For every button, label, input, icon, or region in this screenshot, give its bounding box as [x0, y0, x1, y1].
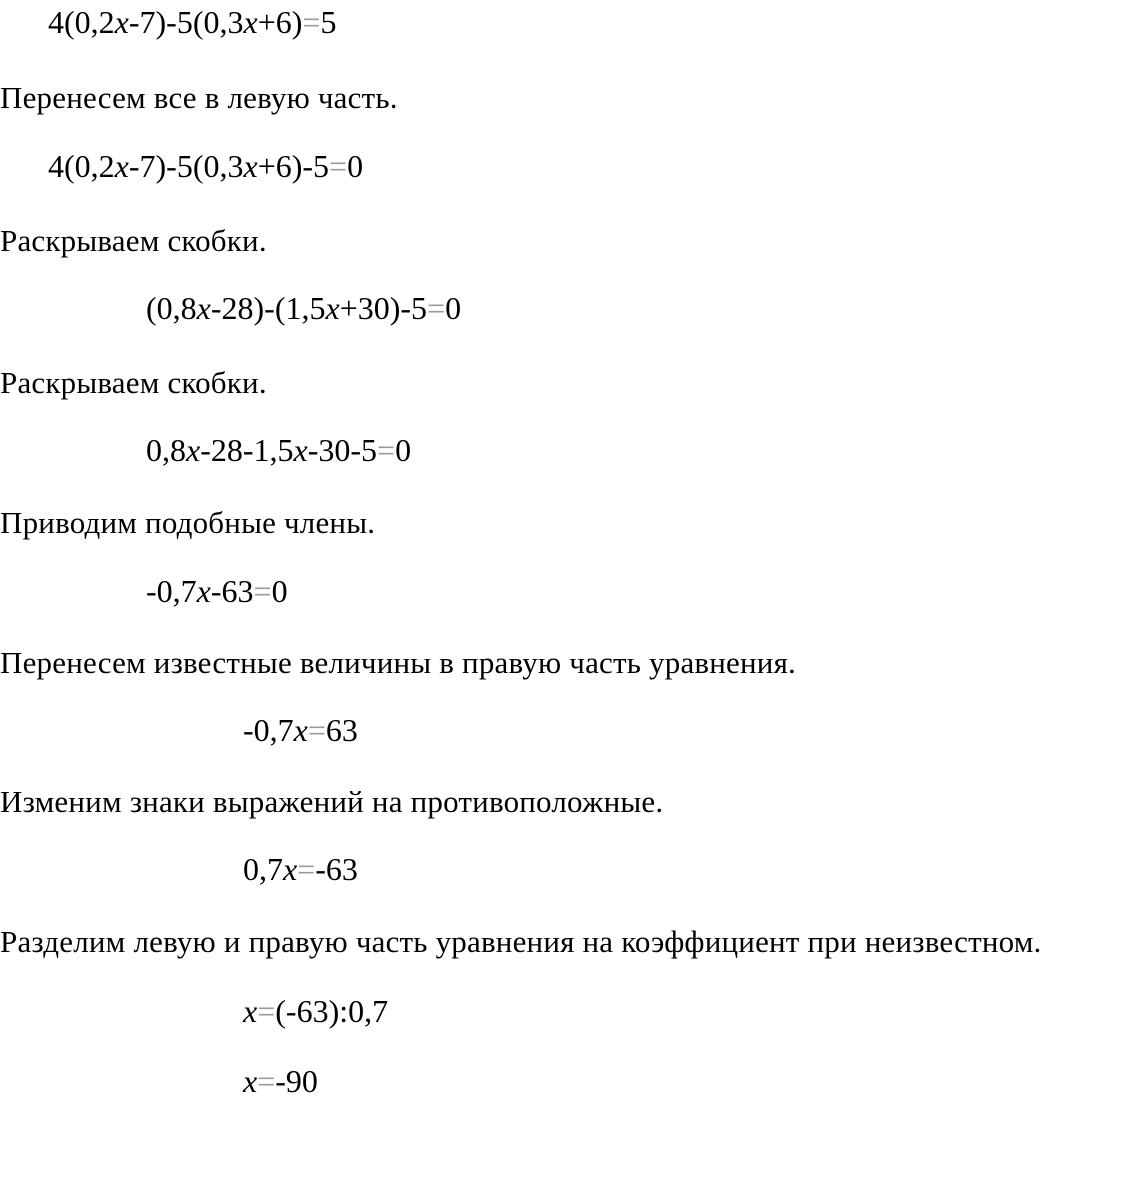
equation-part: -28)-(1,5 [210, 290, 326, 326]
equation-line [243, 853, 358, 885]
equation-part: 0 [347, 148, 364, 184]
equation-part: 4(0,2 [48, 4, 115, 40]
variable-x: x [196, 290, 211, 326]
equation-part: +6)-5 [257, 148, 330, 184]
equation-line [243, 1065, 318, 1097]
equation-part: +6) [257, 4, 303, 40]
equation-part: +30)-5 [339, 290, 428, 326]
equation-line [243, 995, 388, 1027]
equation-part: -0,7 [243, 712, 294, 748]
equals-sign: = [257, 993, 276, 1029]
equation-part: -0,7 [146, 573, 197, 609]
step-description: Изменим знаки выражений на противоположные. [0, 784, 664, 819]
equals-sign: = [307, 712, 326, 748]
equals-sign: = [329, 148, 348, 184]
step-description: Раскрываем скобки. [0, 223, 267, 258]
equation-part: 0 [395, 432, 412, 468]
equation-line [146, 292, 461, 324]
step-description: Приводим подобные члены. [0, 505, 376, 540]
equation-part: -63 [315, 851, 358, 887]
equation-part: -28-1,5 [200, 432, 294, 468]
equation-part: -30-5 [307, 432, 378, 468]
equation-part: (0,8 [146, 290, 197, 326]
equation-part: 0,7 [243, 851, 283, 887]
variable-x: x [293, 432, 308, 468]
variable-x: x [114, 4, 129, 40]
equation-part: 5 [320, 4, 337, 40]
equals-sign: = [297, 851, 316, 887]
step-description: Разделим левую и правую часть уравнения на коэффициент при неизвестном. [0, 924, 1042, 959]
equals-sign: = [253, 573, 272, 609]
equals-sign: = [427, 290, 446, 326]
equation-part: 0,8 [146, 432, 186, 468]
variable-x: x [196, 573, 211, 609]
variable-x: x [243, 148, 258, 184]
variable-x: x [325, 290, 340, 326]
variable-x: x [293, 712, 308, 748]
equation-part: 0 [445, 290, 462, 326]
equation-part: 4(0,2 [48, 148, 115, 184]
equation-part: 63 [325, 712, 358, 748]
variable-x: x [243, 1063, 258, 1099]
equation-part: -7)-5(0,3 [128, 148, 244, 184]
step-description: Раскрываем скобки. [0, 365, 267, 400]
variable-x: x [283, 851, 298, 887]
equals-sign: = [257, 1063, 276, 1099]
equation-line [48, 150, 363, 182]
equation-part: -7)-5(0,3 [128, 4, 244, 40]
variable-x: x [243, 4, 258, 40]
equation-line [146, 575, 288, 607]
variable-x: x [114, 148, 129, 184]
equation-line [243, 714, 358, 746]
equation-part: (-63):0,7 [275, 993, 389, 1029]
equation-line [146, 434, 411, 466]
equation-part: -63 [210, 573, 254, 609]
equation-part: 0 [271, 573, 288, 609]
equation-part: -90 [275, 1063, 318, 1099]
step-description: Перенесем известные величины в правую часть уравнения. [0, 645, 796, 680]
step-description: Перенесем все в левую часть. [0, 80, 398, 115]
equals-sign: = [377, 432, 396, 468]
variable-x: x [186, 432, 201, 468]
equals-sign: = [302, 4, 321, 40]
equation-line [48, 6, 336, 38]
variable-x: x [243, 993, 258, 1029]
